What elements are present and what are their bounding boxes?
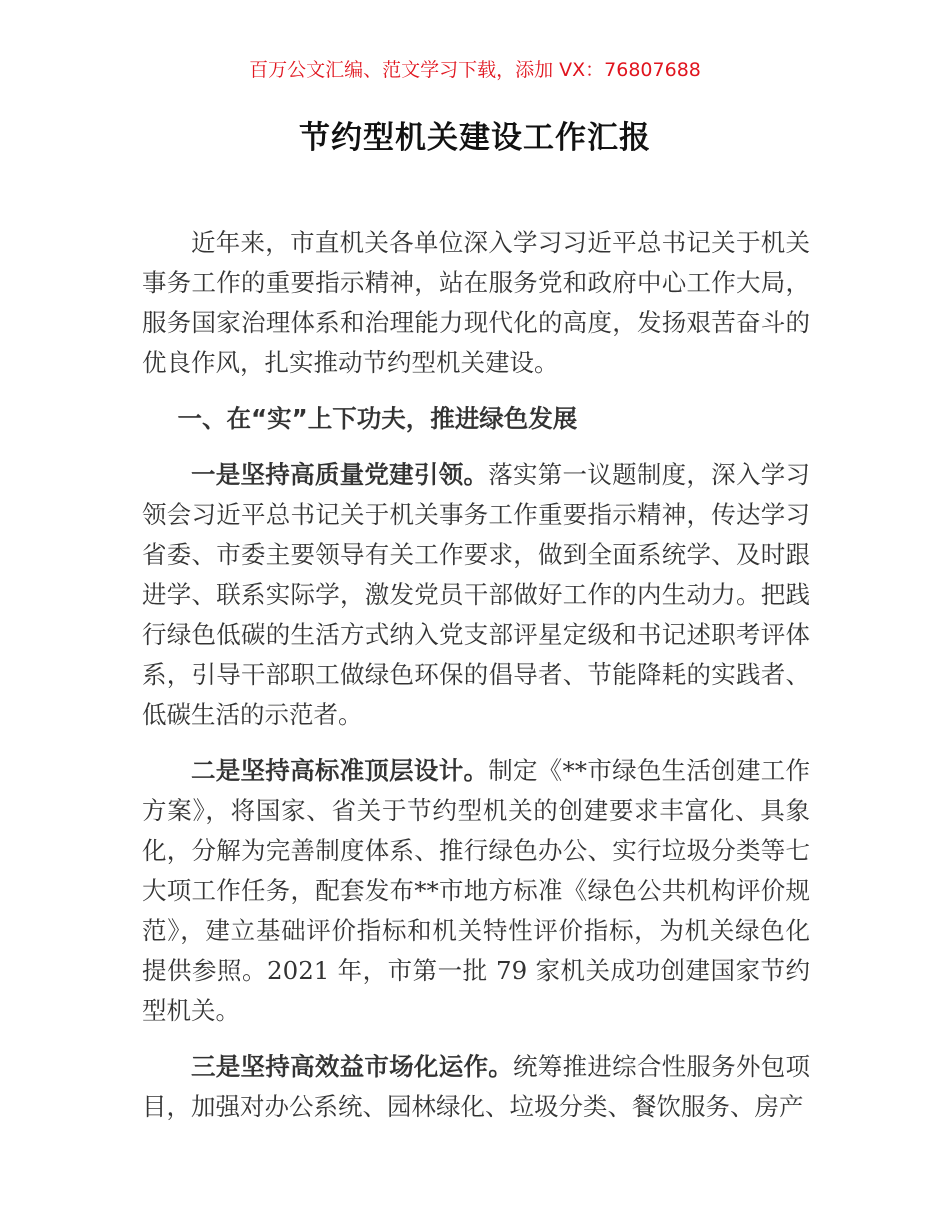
watermark-banner: 百万公文汇编、范文学习下载，添加 VX：76807688 <box>249 59 701 81</box>
paragraph-3-lead: 三是坚持高效益市场化运作。 <box>191 1052 514 1081</box>
paragraph-1 <box>142 455 810 735</box>
paragraph-1-text: 落实第一议题制度，深入学习领会习近平总书记关于机关事务工作重要指示精神，传达学习省委、市委主要领导有关工作要求，做到全面系统学、及时跟进学、联系实际学，激发党员干部做好工作的内生动力。把践行绿色低碳的生活方式纳入党支部评星定级和书记述职考评体系，引导干部职工做绿色环保的倡导者、节能降耗的实践者、低碳生活的示范者。 <box>142 460 810 729</box>
paragraph-1-lead: 一是坚持高质量党建引领。 <box>191 460 489 489</box>
paragraph-3-text: 统筹推进综合性服务外包项目，加强对办公系统、园林绿化、垃圾分类、餐饮服务、房产 <box>142 1052 811 1121</box>
paragraph-3 <box>142 1047 810 1127</box>
section-heading-1: 一、在“实”上下功夫，推进绿色发展 <box>177 404 578 433</box>
paragraph-2-text: 制定《**市绿色生活创建工作方案》，将国家、省关于节约型机关的创建要求丰富化、具象化，分解为完善制度体系、推行绿色办公、实行垃圾分类等七大项工作任务，配套发布**市地方标准《绿色公共机构评价规范》，建立基础评价指标和机关特性评价指标，为机关绿色化提供参照。2021 年，市第一批 79 家机关成功创建国家节约型机关。 <box>142 756 810 1025</box>
intro-paragraph: 近年来，市直机关各单位深入学习习近平总书记关于机关事务工作的重要指示精神，站在服务党和政府中心工作大局，服务国家治理体系和治理能力现代化的高度，发扬艰苦奋斗的优良作风，扎实推动节约型机关建设。 <box>142 228 810 377</box>
paragraph-2 <box>142 751 810 1031</box>
document-title: 节约型机关建设工作汇报 <box>299 120 651 156</box>
document-body <box>142 223 810 1143</box>
paragraph-2-lead: 二是坚持高标准顶层设计。 <box>191 756 489 785</box>
